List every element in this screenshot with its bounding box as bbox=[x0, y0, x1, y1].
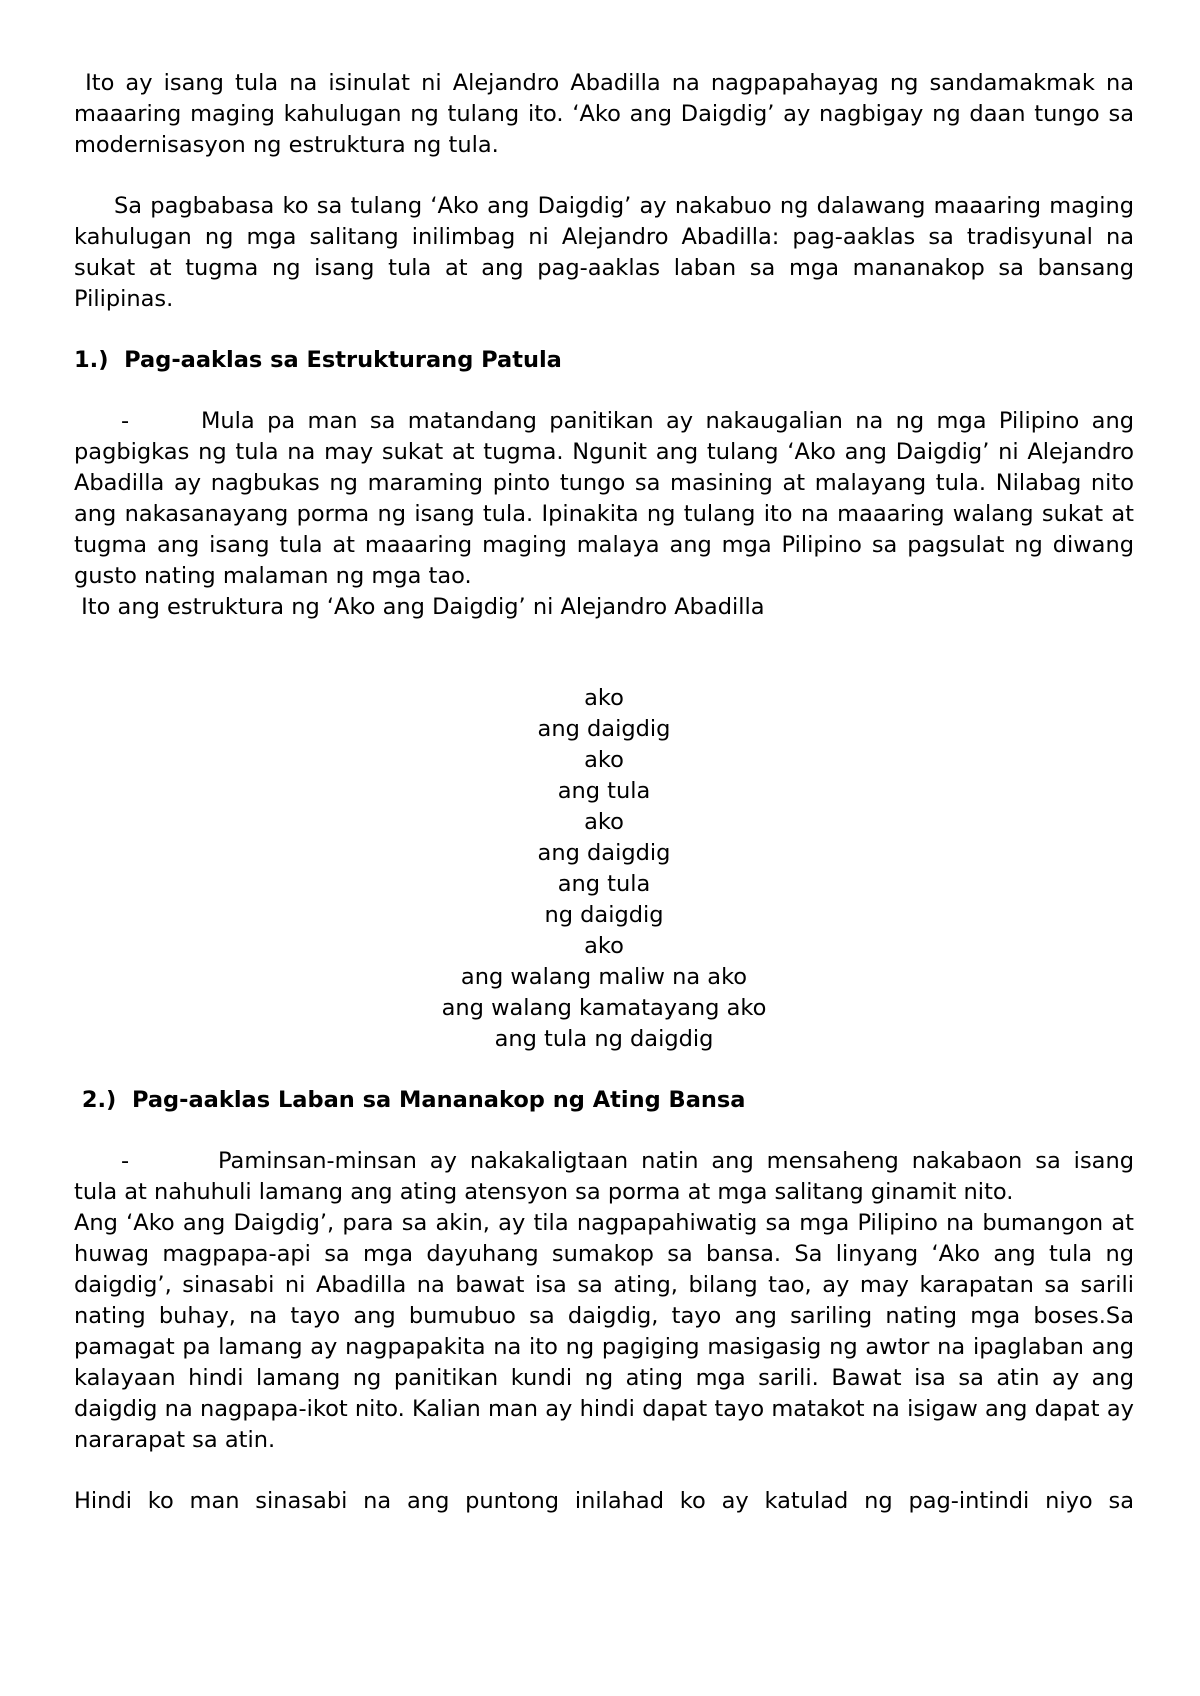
section-2-body-2: Ang ‘Ako ang Daigdig’, para sa akin, ay tila nagpapahiwatig sa mga Pilipino na bumangon at huwag magpapa-api sa mga dayuhang sumakop sa bansa. Sa linyang ‘Ako ang tula ng daigdig’, sinasabi ni Abadilla na bawat isa sa ating, bilang tao, ay may karapatan sa sarili nating buhay, na tayo ang bumubuo sa daigdig, tayo ang sariling nating mga boses.Sa pamagat pa lamang ay nagpapakita na ito ng pagiging masigasig ng awtor na ipaglaban ang kalayaan hindi lamang ng panitikan kundi ng ating mga sarili. Bawat isa sa atin ay ang daigdig na nagpapa-ikot nito. Kalian man ay hindi dapat tayo matakot na isigaw ang dapat ay nararapat sa atin. bbox=[74, 1210, 1134, 1453]
poem-line: ang tula ng daigdig bbox=[494, 1026, 714, 1052]
section-2-heading: 2.) Pag-aaklas Laban sa Mananakop ng Ating Bansa bbox=[74, 1087, 746, 1113]
bullet-dash: - bbox=[121, 1148, 130, 1174]
poem-line: ang walang kamatayang ako bbox=[441, 995, 767, 1021]
poem-block bbox=[74, 683, 1134, 1055]
second-paragraph bbox=[74, 191, 1134, 315]
poem-line: ang daigdig bbox=[537, 840, 671, 866]
poem-line: ako bbox=[584, 685, 624, 711]
poem-line: ako bbox=[584, 747, 624, 773]
section-2-body-1 bbox=[74, 1146, 1134, 1208]
poem-line: ang daigdig bbox=[537, 716, 671, 742]
poem-line: ng daigdig bbox=[544, 902, 664, 928]
section-2-body-1-text: Paminsan-minsan ay nakakaligtaan natin ang mensaheng nakabaon sa isang tula at nahuhuli lamang ang ating atensyon sa porma at mga salitang ginamit nito. bbox=[74, 1148, 1134, 1205]
poem-line: ako bbox=[584, 809, 624, 835]
spacer bbox=[74, 623, 1134, 683]
poem-line: ang walang maliw na ako bbox=[460, 964, 748, 990]
spacer bbox=[74, 315, 1134, 345]
spacer bbox=[74, 376, 1134, 406]
poem-line: ako bbox=[584, 933, 624, 959]
spacer bbox=[74, 1116, 1134, 1146]
spacer bbox=[74, 1456, 1134, 1486]
spacer bbox=[74, 161, 1134, 191]
second-paragraph-text: Sa pagbabasa ko sa tulang ‘Ako ang Daigdig’ ay nakabuo ng dalawang maaaring maging kahulugan ng mga salitang inilimbag ni Alejandro Abadilla: pag-aaklas sa tradisyunal na sukat at tugma ng isang tula at ang pag-aaklas laban sa mga mananakop sa bansang Pilipinas. bbox=[74, 193, 1134, 312]
section-1-body bbox=[74, 406, 1134, 592]
section-1-heading: 1.) Pag-aaklas sa Estrukturang Patula bbox=[74, 347, 562, 373]
bullet-dash: - bbox=[121, 408, 130, 434]
section-1-body-text: Mula pa man sa matandang panitikan ay nakaugalian na ng mga Pilipino ang pagbigkas ng tula na may sukat at tugma. Ngunit ang tulang ‘Ako ang Daigdig’ ni Alejandro Abadilla ay nagbukas ng maraming pinto tungo sa masining at malayang tula. Nilabag nito ang nakasanayang porma ng isang tula. Ipinakita ng tulang ito na maaaring walang sukat at tugma ang isang tula at maaaring maging malaya ang mga Pilipino sa pagsulat ng diwang gusto nating malaman ng mga tao. bbox=[74, 408, 1134, 589]
section-2-body-3 bbox=[74, 1486, 1134, 1517]
intro-paragraph: Ito ay isang tula na isinulat ni Alejandro Abadilla na nagpapahayag ng sandamakmak na maaaring maging kahulugan ng tulang ito. ‘Ako ang Daigdig’ ay nagbigay ng daan tungo sa modernisasyon ng estruktura ng tula. bbox=[74, 70, 1142, 158]
poem-line: ang tula bbox=[557, 778, 651, 804]
section-1-closing: Ito ang estruktura ng ‘Ako ang Daigdig’ ni Alejandro Abadilla bbox=[74, 594, 765, 620]
section-2-body-3-text: Hindi ko man sinasabi na ang puntong inilahad ko ay katulad ng pag-intindi niyo sa bbox=[74, 1488, 1134, 1514]
document-page bbox=[74, 68, 1142, 1517]
poem-line: ang tula bbox=[557, 871, 651, 897]
spacer bbox=[74, 1055, 1134, 1085]
